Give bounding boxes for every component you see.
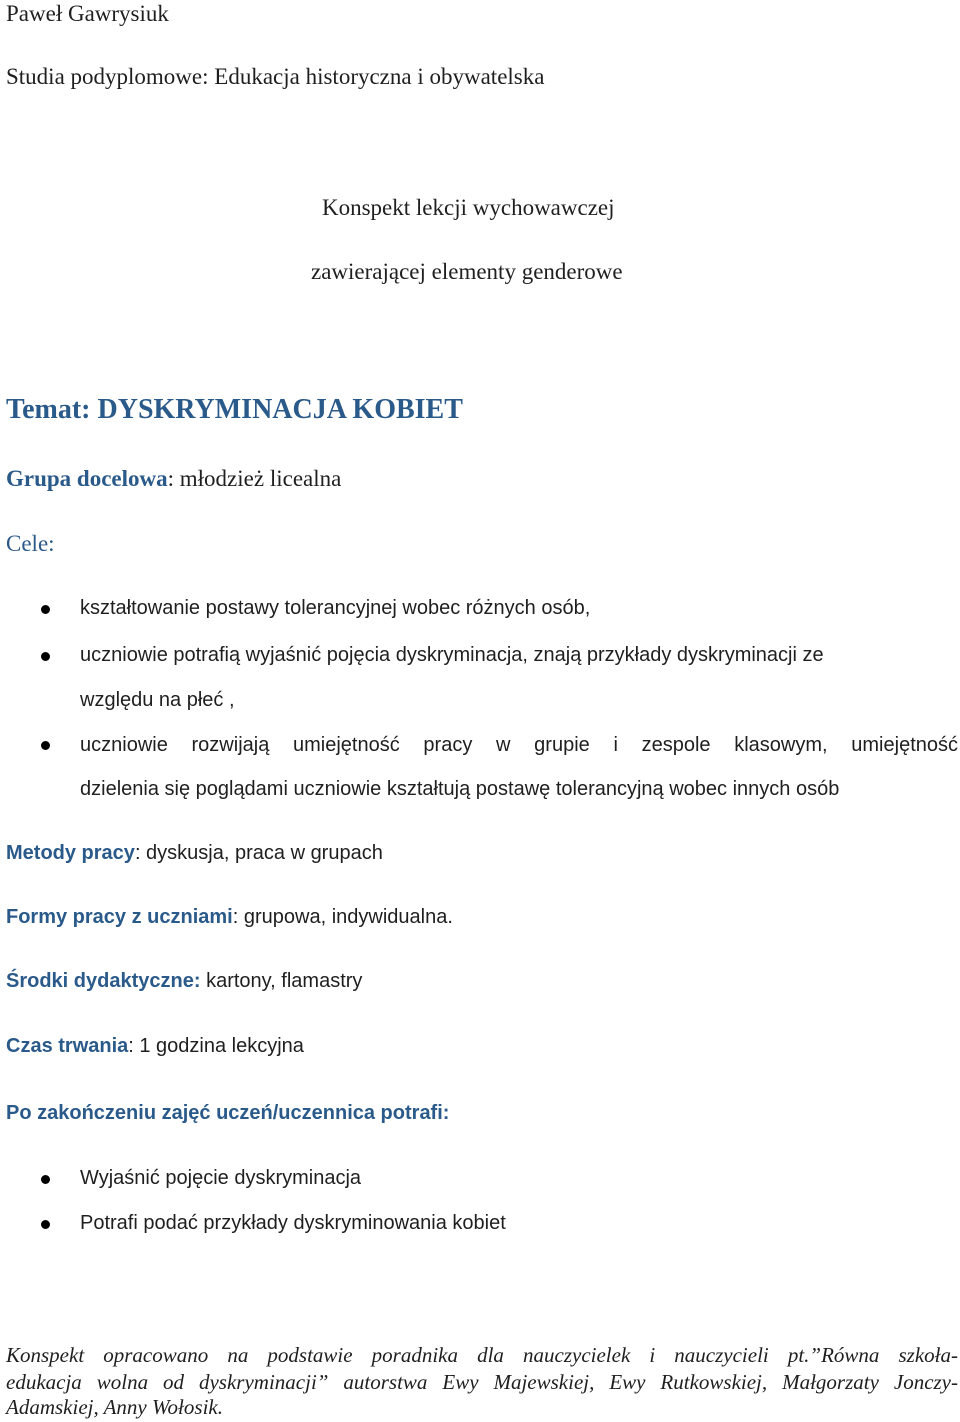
bullet-icon (41, 741, 50, 750)
methods-value: : dyskusja, praca w grupach (134, 842, 383, 864)
target-group (6, 467, 341, 490)
bullet-icon (41, 1175, 50, 1184)
goal-item-2-line2: względu na płeć , (80, 689, 235, 711)
goal-item-3-line2: dzielenia się poglądami uczniowie kształtują postawę tolerancyjną wobec innych osób (80, 778, 840, 800)
teaching-aids-label: Środki dydaktyczne: (6, 970, 201, 992)
lesson-topic: Temat: DYSKRYMINACJA KOBIET (6, 394, 463, 425)
duration (6, 1036, 304, 1056)
forms-value: : grupowa, indywidualna. (232, 906, 453, 928)
source-note-line1: Konspekt opracowano na podstawie poradnika dla nauczycielek i nauczycieli pt.”Równa szkoła- (6, 1343, 958, 1367)
target-group-value: : młodzież licealna (167, 466, 342, 491)
source-note-line2: edukacja wolna od dyskryminacji” autorstwa Ewy Majewskiej, Ewy Rutkowskiej, Małgorzaty Jonczy- (6, 1370, 958, 1394)
duration-label: Czas trwania (6, 1035, 129, 1057)
bullet-icon (41, 605, 50, 614)
outcome-item-2: Potrafi podać przykłady dyskryminowania kobiet (80, 1212, 506, 1234)
document-title-line2: zawierającej elementy genderowe (311, 259, 623, 284)
goal-item-1: kształtowanie postawy tolerancyjnej wobec różnych osób, (80, 597, 591, 619)
target-group-label: Grupa docelowa (6, 466, 168, 491)
forms-label: Formy pracy z uczniami (6, 906, 233, 928)
methods-label: Metody pracy (6, 842, 135, 864)
bullet-icon (41, 1220, 50, 1229)
bullet-icon (41, 652, 50, 661)
studies-name: Studia podyplomowe: Edukacja historyczna i obywatelska (6, 64, 545, 89)
teaching-aids (6, 971, 362, 991)
forms (6, 907, 453, 927)
duration-value: : 1 godzina lekcyjna (128, 1035, 304, 1057)
goal-item-2-line1: uczniowie potrafią wyjaśnić pojęcia dyskryminacja, znają przykłady dyskryminacji ze (80, 644, 824, 666)
goal-item-3-line1: uczniowie rozwijają umiejętność pracy w grupie i zespole klasowym, umiejętność (80, 734, 958, 756)
outcomes-label: Po zakończeniu zajęć uczeń/uczennica potrafi: (6, 1102, 450, 1124)
outcome-item-1: Wyjaśnić pojęcie dyskryminacja (80, 1167, 362, 1189)
goals-label: Cele: (6, 531, 55, 556)
document-title-line1: Konspekt lekcji wychowawczej (322, 195, 615, 220)
teaching-aids-value: kartony, flamastry (200, 970, 363, 992)
methods (6, 843, 383, 863)
source-note-line3: Adamskiej, Anny Wołosik. (6, 1395, 223, 1419)
author-name: Paweł Gawrysiuk (6, 1, 169, 26)
